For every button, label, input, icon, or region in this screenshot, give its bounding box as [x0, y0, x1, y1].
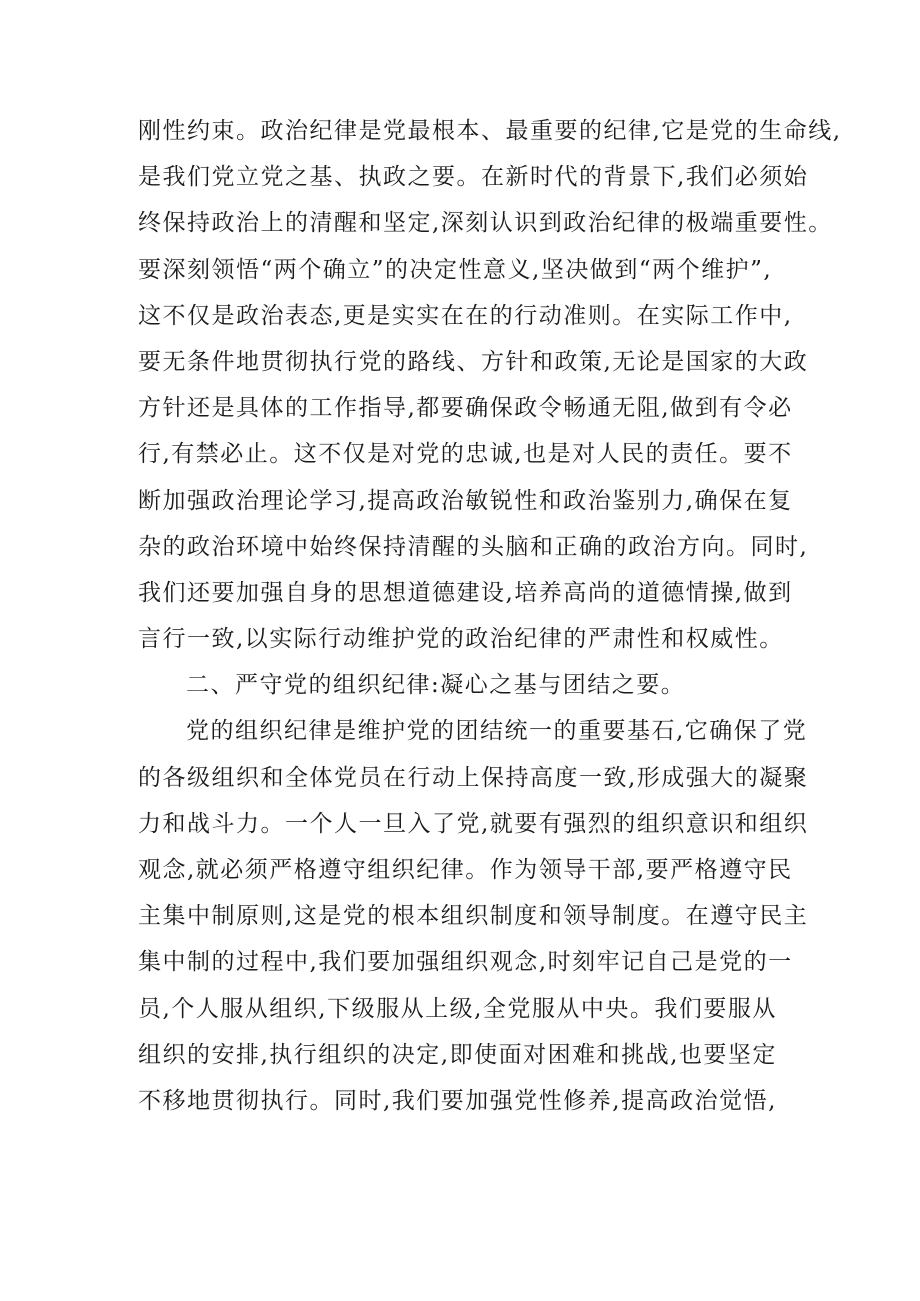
text-line: 这不仅是政治表态,更是实实在在的行动准则。在实际工作中, — [138, 302, 793, 329]
text-line: 不移地贯彻执行。同时,我们要加强党性修养,提高政治觉悟, — [138, 1087, 777, 1114]
text-line: 的各级组织和全体党员在行动上保持高度一致,形成强大的凝聚 — [138, 764, 809, 791]
text-line: 观念,就必须严格遵守组织纪律。作为领导干部,要严格遵守民 — [138, 857, 793, 883]
text-line: 言行一致,以实际行动维护党的政治纪律的严肃性和权威性。 — [138, 626, 784, 653]
section-heading: 二、严守党的组织纪律:凝心之基与团结之要。 — [186, 672, 686, 699]
text-line: 主集中制原则,这是党的根本组织制度和领导制度。在遵守民主 — [138, 903, 809, 930]
text-line: 断加强政治理论学习,提高政治敏锐性和政治鉴别力,确保在复 — [138, 487, 793, 514]
text-line: 是我们党立党之基、执政之要。在新时代的背景下,我们必须始 — [138, 164, 809, 191]
paragraph-first-line: 党的组织纪律是维护党的团结统一的重要基石,它确保了党 — [186, 718, 808, 745]
text-line: 方针还是具体的工作指导,都要确保政令畅通无阻,做到有令必 — [138, 395, 793, 422]
text-line: 刚性约束。政治纪律是党最根本、最重要的纪律,它是党的生命线, — [138, 118, 842, 144]
text-line: 杂的政治环境中始终保持清醒的头脑和正确的政治方向。同时, — [138, 533, 809, 560]
text-line: 组织的安排,执行组织的决定,即使面对困难和挑战,也要坚定 — [138, 1041, 777, 1068]
text-line: 要无条件地贯彻执行党的路线、方针和政策,无论是国家的大政 — [138, 348, 809, 375]
body-text — [138, 108, 842, 1124]
text-line: 终保持政治上的清醒和坚定,深刻认识到政治纪律的极端重要性。 — [138, 210, 833, 237]
text-line: 要深刻领悟“两个确立”的决定性意义,坚决做到“两个维护”, — [138, 256, 773, 283]
text-line: 行,有禁必止。这不仅是对党的忠诚,也是对人民的责任。要不 — [138, 441, 793, 468]
text-line: 集中制的过程中,我们要加强组织观念,时刻牢记自己是党的一 — [138, 949, 793, 976]
text-line: 力和战斗力。一个人一旦入了党,就要有强烈的组织意识和组织 — [138, 810, 809, 837]
text-line: 员,个人服从组织,下级服从上级,全党服从中央。我们要服从 — [138, 995, 777, 1022]
text-line: 我们还要加强自身的思想道德建设,培养高尚的道德情操,做到 — [138, 579, 793, 606]
